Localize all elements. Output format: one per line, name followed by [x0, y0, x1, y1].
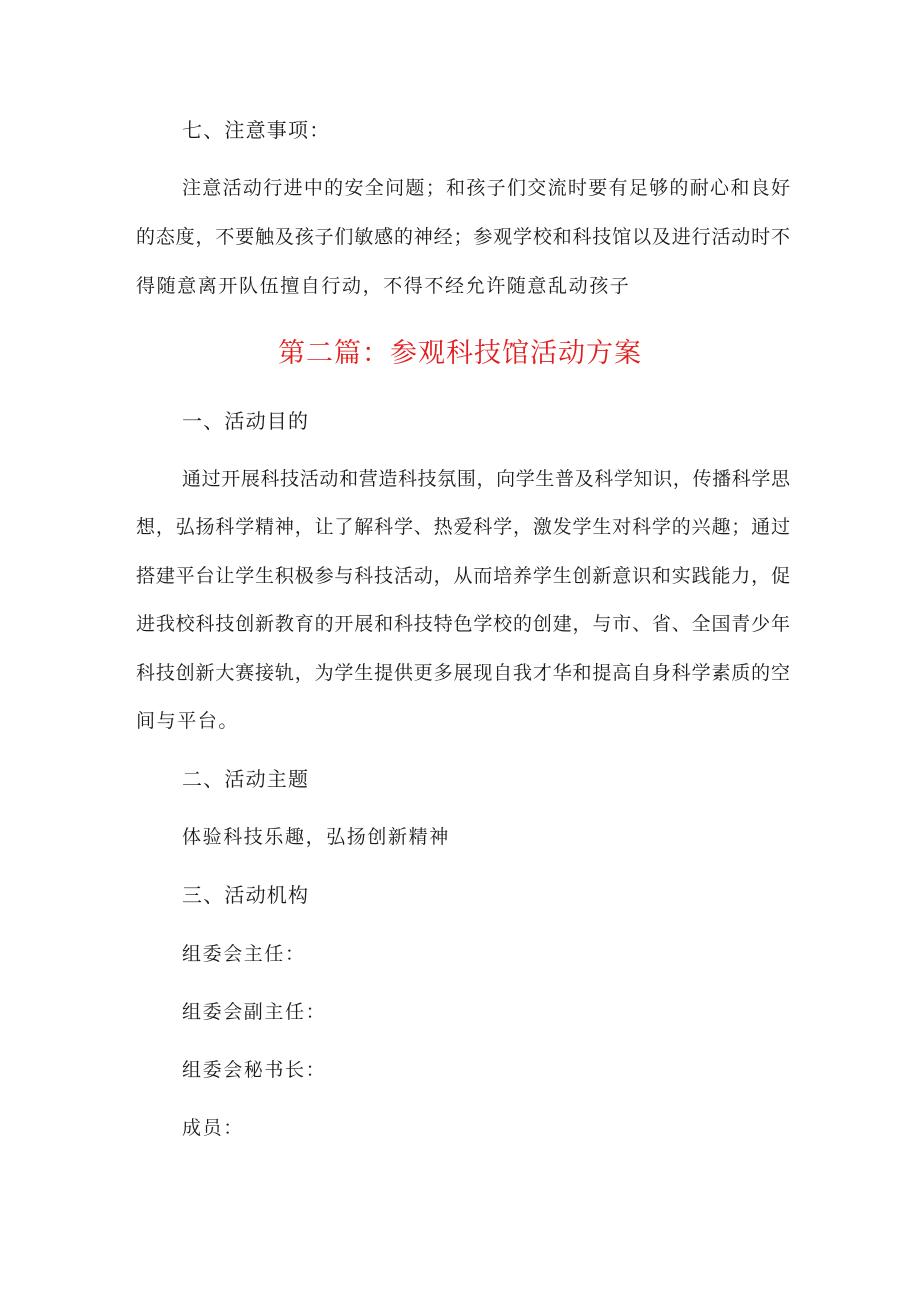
paragraph-line: 的态度，不要触及孩子们敏感的神经；参观学校和科技馆以及进行活动时不: [136, 226, 790, 248]
paragraph-line: 进我校科技创新教育的开展和科技特色学校的创建，与市、省、全国青少年: [136, 613, 790, 635]
paragraph-line: 通过开展科技活动和营造科技氛围，向学生普及科学知识，传播科学思: [182, 468, 790, 490]
paragraph-line: 间与平台。: [136, 710, 240, 732]
section-heading-theme: 二、活动主题: [182, 767, 310, 791]
paragraph-line: 科技创新大赛接轨，为学生提供更多展现自我才华和提高自身科学素质的空: [136, 662, 790, 684]
paragraph-line: 注意活动行进中的安全问题；和孩子们交流时要有足够的耐心和良好: [182, 177, 790, 199]
section-heading-notes: 七、注意事项：: [182, 118, 331, 142]
theme-text: 体验科技乐趣，弘扬创新精神: [182, 826, 450, 848]
section-heading-org: 三、活动机构: [182, 883, 310, 907]
org-item: 组委会主任：: [182, 943, 306, 965]
section-heading-goal: 一、活动目的: [182, 409, 310, 433]
article-title: 第二篇：参观科技馆活动方案: [278, 338, 642, 369]
org-item: 组委会副主任：: [182, 1001, 327, 1023]
paragraph-line: 想，弘扬科学精神，让了解科学、热爱科学，激发学生对科学的兴趣；通过: [136, 516, 790, 538]
org-item: 成员：: [182, 1117, 244, 1139]
paragraph-line: 搭建平台让学生积极参与科技活动，从而培养学生创新意识和实践能力，促: [136, 565, 790, 587]
org-item: 组委会秘书长：: [182, 1059, 327, 1081]
paragraph-line: 得随意离开队伍擅自行动，不得不经允许随意乱动孩子: [136, 275, 631, 297]
